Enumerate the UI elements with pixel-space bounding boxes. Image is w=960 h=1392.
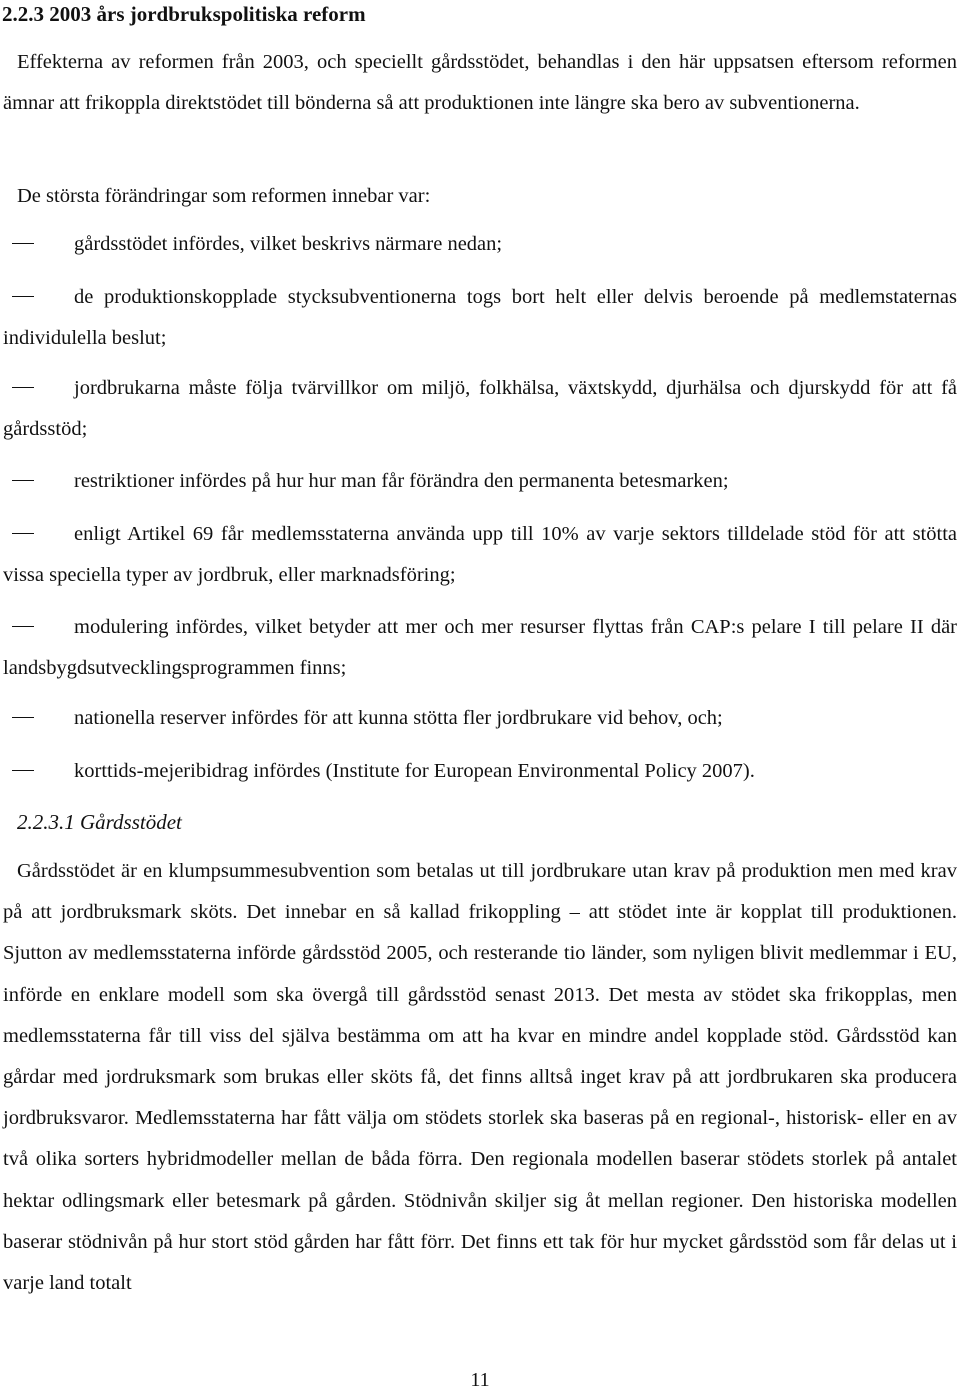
dash-bullet-icon [12,480,34,482]
list-item-text: enligt Artikel 69 får medlemsstaterna använda upp till 10% av varje sektors tilldelade stöd för att stötta vissa speciella typer av jordbruk, eller marknadsföring; [3,523,957,586]
list-item-text: modulering infördes, vilket betyder att mer och mer resurser flyttas från CAP:s pelare I till pelare II där landsbygdsutvecklingsprogrammen finns; [3,616,957,679]
list-item [3,698,957,739]
dash-bullet-icon [12,770,34,772]
body-paragraph: Gårdsstödet är en klumpsummesubvention som betalas ut till jordbrukare utan krav på produktion men med krav på att jordbruksmark sköts. Det innebar en så kallad frikoppling – att stödet inte är kopplat till produktionen. Sjutton av medlemsstaterna införde gårdsstöd 2005, och resterande tio länder, som nyligen blivit medlemmar i EU, införde en enklare modell som ska övergå till gårdsstöd senast 2013. Det mesta av stödet ska frikopplas, men medlemsstaterna får till viss del själva bestämma om att ha kvar en mindre andel kopplade stöd. Gårdsstöd kan gårdar med jordruksmark som brukas eller sköts få, det finns alltså inget krav på att jordbrukaren ska producera jordbruksvaror. Medlemsstaterna har fått välja om stödets storlek ska baseras på en regional-, historisk- eller en av två olika sorters hybridmodeller mellan de båda förra. Den regionala modellen baserar stödets storlek på antalet hektar odlingsmark eller betesmark på gården. Stödnivån skiljer sig åt mellan regioner. Den historiska modellen baserar stödnivån på hur stort stöd gården har fått förr. Det finns ett tak för hur mycket gårdsstöd som får delas ut i varje land totalt [3,860,957,1295]
list-item-text: de produktionskopplade stycksubventionerna togs bort helt eller delvis beroende på medlemstaternas individulella beslut; [3,286,957,349]
list-item [3,514,957,596]
list-item [3,751,957,792]
dash-bullet-icon [12,533,34,535]
list-item-text: gårdsstödet infördes, vilket beskrivs närmare nedan; [74,233,503,255]
section-heading: 2.2.3 2003 års jordbrukspolitiska reform [2,2,366,26]
dash-bullet-icon [12,626,34,628]
list-item-text: jordbrukarna måste följa tvärvillkor om miljö, folkhälsa, växtskydd, djurhälsa och djurskydd för att få gårdsstöd; [3,377,957,440]
list-item-text: nationella reserver infördes för att kunna stötta fler jordbrukare vid behov, och; [74,707,723,729]
dash-bullet-icon [12,717,34,719]
subsection-heading: 2.2.3.1 Gårdsstödet [17,810,182,834]
list-item [3,277,957,359]
dash-bullet-icon [12,296,34,298]
intro-paragraph: Effekterna av reformen från 2003, och speciellt gårdsstödet, behandlas i den här uppsatsen eftersom reformen ämnar att frikoppla direktstödet till bönderna så att produktionen inte längre ska bero av subventionerna. [3,51,957,114]
list-lead-text: De största förändringar som reformen innebar var: [17,185,431,207]
list-item-text: korttids-mejeribidrag infördes (Institute for European Environmental Policy 2007). [74,760,755,782]
dash-bullet-icon [12,387,34,389]
dash-bullet-icon [12,243,34,245]
list-item [3,224,957,265]
list-item [3,607,957,689]
list-item [3,368,957,450]
page-number: 11 [470,1369,490,1391]
list-item [3,461,957,502]
list-item-text: restriktioner infördes på hur hur man får förändra den permanenta betesmarken; [74,470,729,492]
